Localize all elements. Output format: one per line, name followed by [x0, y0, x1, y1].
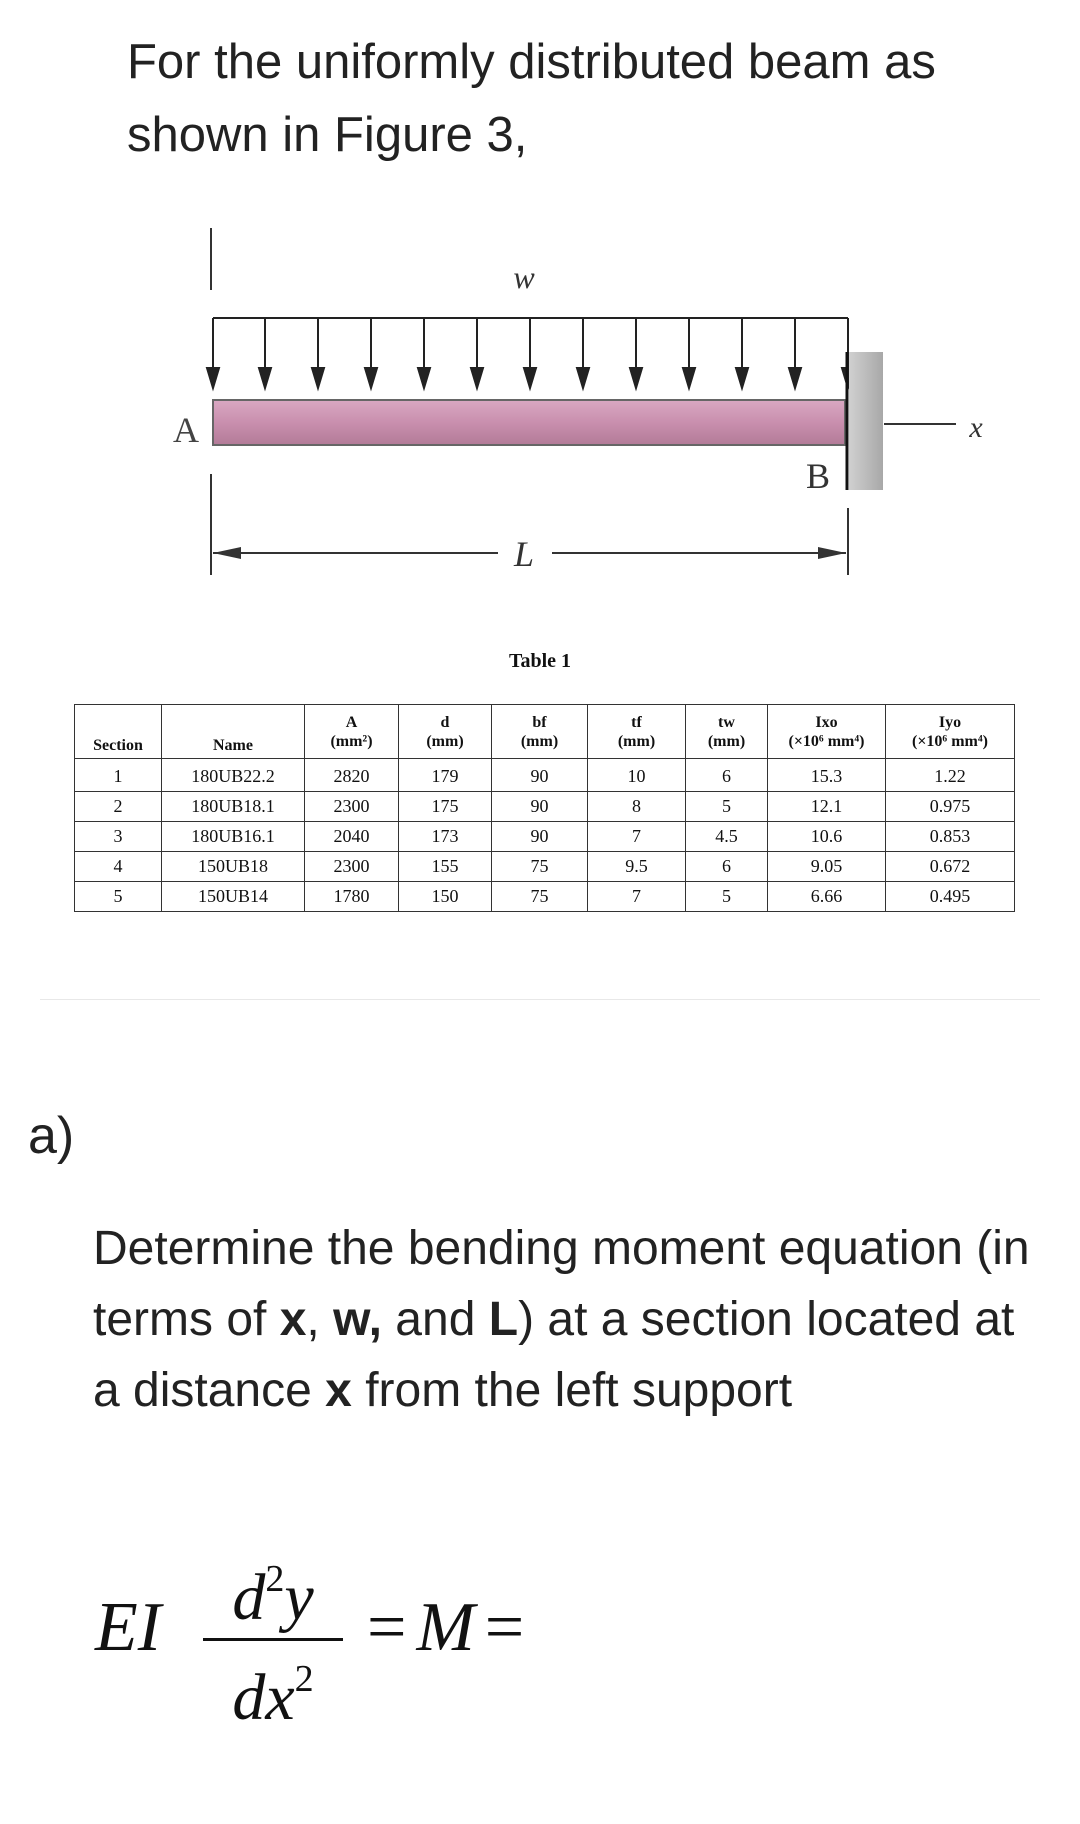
question-text: [93, 1213, 1033, 1426]
equation-fraction: [203, 1540, 343, 1734]
load-arrow: [683, 318, 695, 388]
load-arrow: [630, 318, 642, 388]
table-cell: 3: [75, 822, 162, 852]
table-cell: 15.3: [768, 759, 886, 792]
table-cell: 0.495: [886, 882, 1015, 912]
question-mid: ) at a section located at a distance: [93, 1293, 1015, 1417]
var-l: L: [488, 1293, 519, 1346]
header-web-thickness: tw (mm): [686, 705, 768, 759]
table-cell: 6: [686, 759, 768, 792]
question-pre: Determine the bending moment equation (in terms of: [93, 1222, 1030, 1346]
table-cell: 155: [399, 852, 492, 882]
table-cell: 1.22: [886, 759, 1015, 792]
load-arrow: [365, 318, 377, 388]
table-row: [75, 822, 1015, 852]
table-cell: 5: [75, 882, 162, 912]
equation-rhs: = M =: [367, 1589, 525, 1666]
dimension-arrow-right: [818, 547, 846, 559]
part-label: a): [28, 1107, 75, 1165]
table-header-row: [75, 705, 1015, 759]
load-arrow: [207, 318, 219, 388]
equation-ei: EI: [95, 1589, 162, 1666]
table-cell: 90: [492, 822, 588, 852]
header-name: Name: [162, 705, 305, 759]
support-b-label: B: [805, 456, 831, 496]
distributed-load-arrows: [207, 318, 854, 388]
equation: [95, 1540, 695, 1740]
table-cell: 0.672: [886, 852, 1015, 882]
table-cell: 5: [686, 792, 768, 822]
dimension-arrow-left: [213, 547, 241, 559]
support-a-label: A: [173, 410, 199, 450]
load-arrow: [471, 318, 483, 388]
equation-denominator: $dx^2$: [232, 1658, 314, 1734]
header-area: A (mm²): [305, 705, 399, 759]
table-cell: 7: [588, 882, 686, 912]
load-arrow: [577, 318, 589, 388]
table-cell: 2040: [305, 822, 399, 852]
table-cell: 180UB16.1: [162, 822, 305, 852]
table-cell: 6: [686, 852, 768, 882]
intro-line-2: shown in Figure 3,: [127, 108, 528, 162]
table-cell: 2: [75, 792, 162, 822]
equation-numerator: $d^2y$: [232, 1558, 314, 1634]
table-cell: 10: [588, 759, 686, 792]
header-flange-thickness: tf (mm): [588, 705, 686, 759]
table-cell: 2820: [305, 759, 399, 792]
load-arrow: [418, 318, 430, 388]
load-arrow: [789, 318, 801, 388]
intro-line-1: For the uniformly distributed beam as: [127, 35, 936, 89]
section-properties-table: [74, 704, 1015, 912]
table-cell: 90: [492, 759, 588, 792]
table-cell: 10.6: [768, 822, 886, 852]
table-cell: 9.05: [768, 852, 886, 882]
var-x: x: [325, 1364, 352, 1417]
table-cell: 4: [75, 852, 162, 882]
table-row: [75, 882, 1015, 912]
header-depth: d (mm): [399, 705, 492, 759]
load-label: w: [513, 259, 535, 295]
length-label: L: [513, 534, 535, 574]
question-post: from the left support: [351, 1364, 793, 1417]
table-row: [75, 759, 1015, 792]
beam: [213, 400, 845, 445]
table-cell: 2300: [305, 852, 399, 882]
table-cell: 2300: [305, 792, 399, 822]
table-cell: 5: [686, 882, 768, 912]
table-cell: 150UB14: [162, 882, 305, 912]
question-sep: ,: [306, 1293, 334, 1346]
header-ixo: Ixo (×10⁶ mm⁴): [768, 705, 886, 759]
table-cell: 150UB18: [162, 852, 305, 882]
table-cell: 173: [399, 822, 492, 852]
var-x: x: [279, 1293, 307, 1346]
section-divider: [40, 999, 1040, 1000]
header-flange-width: bf (mm): [492, 705, 588, 759]
table-cell: 90: [492, 792, 588, 822]
table-cell: 150: [399, 882, 492, 912]
table-cell: 175: [399, 792, 492, 822]
table-cell: 179: [399, 759, 492, 792]
table-cell: 0.853: [886, 822, 1015, 852]
table-row: [75, 792, 1015, 822]
table-cell: 180UB18.1: [162, 792, 305, 822]
table-cell: 0.975: [886, 792, 1015, 822]
load-arrow: [312, 318, 324, 388]
table-cell: 75: [492, 852, 588, 882]
table-cell: 1: [75, 759, 162, 792]
header-iyo: Iyo (×10⁶ mm⁴): [886, 705, 1015, 759]
table-cell: 8: [588, 792, 686, 822]
table-cell: 180UB22.2: [162, 759, 305, 792]
table-cell: 9.5: [588, 852, 686, 882]
table-row: [75, 852, 1015, 882]
question-sep: and: [381, 1293, 489, 1346]
table-cell: 6.66: [768, 882, 886, 912]
var-w: w,: [333, 1293, 382, 1346]
table-cell: 7: [588, 822, 686, 852]
table-cell: 4.5: [686, 822, 768, 852]
load-arrow: [736, 318, 748, 388]
table-cell: 1780: [305, 882, 399, 912]
table-cell: 12.1: [768, 792, 886, 822]
table-cell: 75: [492, 882, 588, 912]
header-section: Section: [75, 705, 162, 759]
load-arrow: [259, 318, 271, 388]
load-arrow: [524, 318, 536, 388]
x-axis-label: x: [969, 411, 983, 444]
table-caption: Table 1: [508, 650, 572, 672]
fixed-wall: [849, 352, 883, 490]
